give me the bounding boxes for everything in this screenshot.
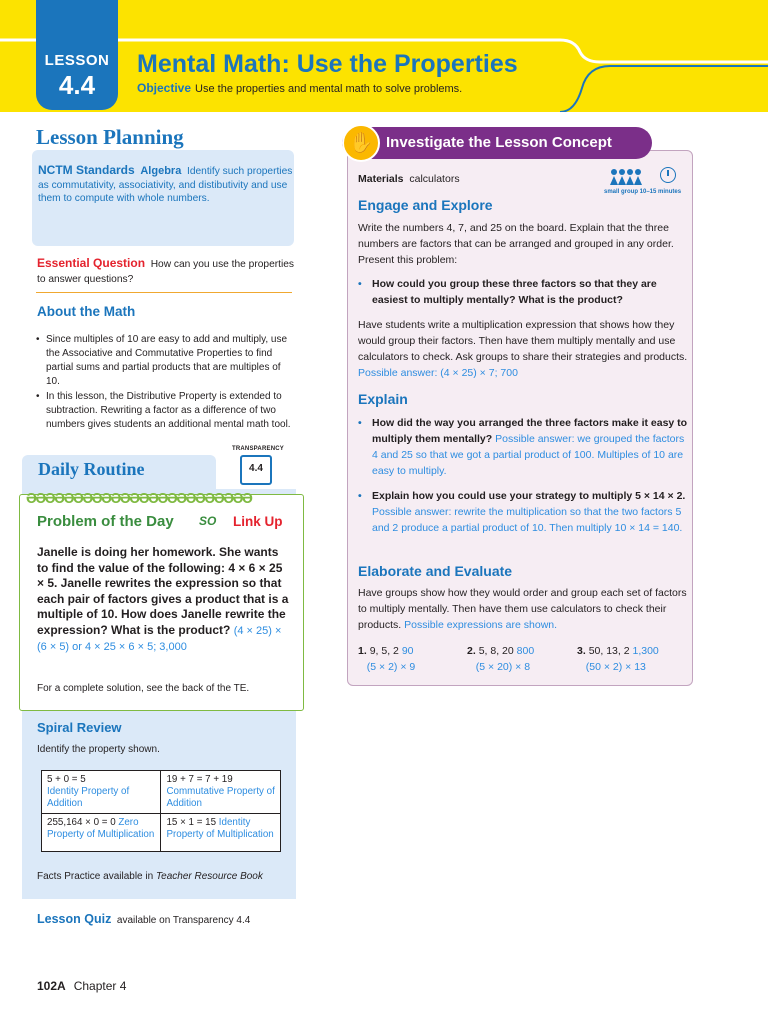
engage-title: Engage and Explore [358, 197, 493, 213]
explain-question: • How did the way you arranged the three factors make it easy to multiply them mentally? Possible answer: we grouped the factors 4 and 25 so that we got a partial product of 100. Multiples of 10 are easy to multiply. [358, 417, 688, 477]
about-bullet-text: In this lesson, the Distributive Property is extended to subtraction. Rewriting a factor as a difference of two numbers gives students an additional mental math tool. [46, 391, 291, 430]
materials [358, 173, 460, 185]
about-bullet: • Since multiples of 10 are easy to add and multiply, use the Associative and Commutative Properties to find partial sums and partial products that are multiples of 10. [36, 333, 296, 389]
transparency-number: 4.4 [249, 463, 263, 474]
objective-label: Objective [137, 81, 192, 95]
explain-title: Explain [358, 391, 408, 407]
page-footer [37, 979, 126, 993]
table-cell: 5 + 0 = 5 Identity Property of Addition [42, 771, 161, 814]
engage-question: • How could you group these three factors so that they are easiest to multiply mentally? What is the product? [358, 278, 657, 306]
potd-answer: (4 × 25) × (6 × 5) or 4 × 25 × 6 × 5; 3,000 [37, 624, 282, 653]
about-math-title: About the Math [37, 304, 136, 319]
hand-icon: ✋ [342, 124, 380, 162]
potd-text [37, 545, 292, 656]
objective [137, 81, 462, 95]
investigate-title: Investigate the Lesson Concept [386, 134, 612, 151]
lesson-tab [36, 0, 118, 110]
table-cell: 255,164 × 0 = 0 Zero Property of Multiplication [42, 814, 161, 852]
nctm-standards [38, 164, 296, 206]
lesson-word: LESSON [44, 52, 110, 69]
objective-text: Use the properties and mental math to solve problems. [195, 83, 463, 95]
chapter-label: Chapter 4 [73, 979, 127, 993]
small-group-icon [609, 168, 643, 186]
link-up-icon: SO [199, 514, 217, 528]
lesson-quiz-text: available on Transparency 4.4 [116, 915, 251, 926]
divider [36, 292, 292, 293]
table-cell: 19 + 7 = 7 + 19 Commutative Property of Addition [161, 771, 281, 814]
table-cell: 15 × 1 = 15 Identity Property of Multiplication [161, 814, 281, 852]
elaborate-title: Elaborate and Evaluate [358, 563, 513, 579]
group-time-label: small group 10–15 minutes [604, 189, 682, 195]
engage-text: Write the numbers 4, 7, and 25 on the board. Explain that the three numbers are factors that can be arranged and grouped in any order. Present this problem: [358, 222, 674, 266]
materials-text: calculators [409, 173, 460, 185]
engage-text-2: Have students write a multiplication expression that shows how they would group their factors. Then have them multiply mentally and use calculators to check. Ask groups to share their strategies and products. Possible answer: (4 × 25) × 7; 700 [358, 319, 688, 379]
spiral-review-intro: Identify the property shown. [37, 744, 160, 755]
lesson-quiz [37, 912, 250, 926]
lesson-number: 4.4 [58, 70, 96, 100]
page-title: Mental Math: Use the Properties [137, 50, 518, 78]
daily-routine-title: Daily Routine [38, 459, 145, 479]
exercise-item: 1. 9, 5, 2 90 (5 × 2) × 9 [358, 645, 416, 673]
link-up-label: Link Up [233, 514, 283, 529]
potd-problem: Janelle is doing her homework. She wants to find the value of the following: 4 × 6 × 25 × 5. Janelle rewrites the expression so that each pair of factors gives a product that is a multiple of 10. How does Janelle rewrite the expression? What is the product? [37, 545, 289, 637]
potd-note: For a complete solution, see the back of the TE. [37, 683, 250, 694]
clock-icon [660, 167, 676, 183]
exercise-item: 3. 50, 13, 2 1,300 (50 × 2) × 13 [577, 645, 659, 673]
table-row [42, 771, 281, 814]
transparency-label: TRANSPARENCY [232, 446, 284, 452]
about-bullet-text: Since multiples of 10 are easy to add and multiply, use the Associative and Commutative Properties to find partial sums and partial products that are multiples of 10. [46, 334, 288, 387]
facts-practice-note: Facts Practice available in Teacher Resource Book [37, 871, 263, 882]
page-number: 102A [37, 979, 66, 993]
spiral-review-title: Spiral Review [37, 720, 122, 735]
potd-title: Problem of the Day [37, 513, 174, 530]
spiral-review-table [41, 770, 281, 852]
lesson-quiz-label: Lesson Quiz [37, 912, 112, 926]
elaborate-text: Have groups show how they would order and group each set of factors to multiply mentally. Then have them use calculators to check their products. Possible expressions are shown. [358, 587, 687, 631]
lesson-planning-title: Lesson Planning [36, 125, 184, 149]
spiral-binding-icon: ƏƏƏƏƏƏƏƏƏƏƏƏƏƏƏƏƏƏƏƏƏƏƏƏ [26, 490, 252, 507]
eq-label: Essential Question [37, 256, 146, 270]
exercise-item: 2. 5, 8, 20 800 (5 × 20) × 8 [467, 645, 535, 673]
about-bullet: • In this lesson, the Distributive Property is extended to subtraction. Rewriting a factor as a difference of two numbers gives students an additional mental math tool. [36, 390, 296, 432]
nctm-text: Identify such properties as commutativity, associativity, and distibutivity and use them to compute with whole numbers. [38, 166, 293, 204]
nctm-sub: Algebra [140, 165, 182, 177]
explain-question: • Explain how you could use your strategy to multiply 5 × 14 × 2. Possible answer: rewrite the multiplication so that the two factors 5 and 2 produce a partial product of 10. Then multiply 10 × 14 = 140. [358, 490, 686, 534]
nctm-label: NCTM Standards [38, 163, 135, 177]
eq-text: How can you use the properties to answer questions? [37, 259, 294, 285]
table-row [42, 814, 281, 852]
essential-question [37, 256, 295, 287]
materials-label: Materials [358, 173, 404, 185]
